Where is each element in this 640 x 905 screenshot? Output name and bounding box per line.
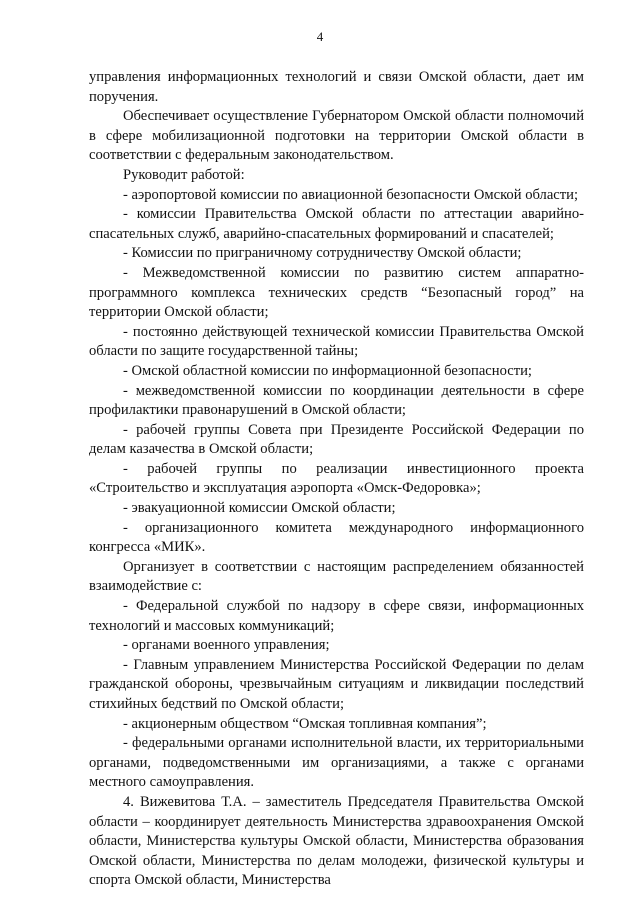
list-item-paragraph: - рабочей группы Совета при Президенте Российской Федерации по делам казачества в Омской области; <box>89 421 584 458</box>
list-item-paragraph: - рабочей группы по реализации инвестиционного проекта «Строительство и эксплуатация аэропорта «Омск-Федоровка»; <box>89 460 584 497</box>
list-item-paragraph: - организационного комитета международного информационного конгресса «МИК». <box>89 519 584 556</box>
list-item-paragraph: - Межведомственной комиссии по развитию систем аппаратно-программного комплекса технических средств “Безопасный город” на территории Омской области; <box>89 264 584 321</box>
list-item-paragraph: - межведомственной комиссии по координации деятельности в сфере профилактики правонарушений в Омской области; <box>89 382 584 419</box>
list-item-paragraph: - Омской областной комиссии по информационной безопасности; <box>123 362 532 379</box>
paragraph: Руководит работой: <box>123 166 245 183</box>
list-item-paragraph: - эвакуационной комиссии Омской области; <box>123 500 396 517</box>
document-body <box>89 68 584 891</box>
list-item-paragraph: - постоянно действующей технической комиссии Правительства Омской области по защите государственной тайны; <box>89 323 584 360</box>
list-item-paragraph: - органами военного управления; <box>123 637 330 654</box>
paragraph: 4. Вижевитова Т.А. – заместитель Председателя Правительства Омской области – координирует деятельность Министерства здравоохранения Омской области, Министерства культуры Омской области, Министерства образования Омской области, Министерства по делам молодежи, физической культуры и спорта Омской области, Министерства <box>89 793 584 889</box>
page-number: 4 <box>316 29 324 44</box>
list-item-paragraph: - комиссии Правительства Омской области по аттестации аварийно-спасательных служб, аварийно-спасательных формирований и спасателей; <box>89 206 584 242</box>
paragraph: Организует в соответствии с настоящим распределением обязанностей взаимодействие с: <box>89 558 584 595</box>
list-item-paragraph: - акционерным обществом “Омская топливная компания”; <box>123 715 487 732</box>
paragraph: Обеспечивает осуществление Губернатором Омской области полномочий в сфере мобилизационной подготовки на территории Омской области в соответствии с федеральным законодательством. <box>89 108 584 164</box>
paragraph: управления информационных технологий и связи Омской области, дает им поручения. <box>89 69 584 105</box>
list-item-paragraph: - федеральными органами исполнительной власти, их территориальными органами, подведомственными им организациями, а также с органами местного самоуправления. <box>89 735 584 791</box>
list-item-paragraph: - Комиссии по приграничному сотрудничеству Омской области; <box>123 245 522 262</box>
list-item-paragraph: - Федеральной службой по надзору в сфере связи, информационных технологий и массовых коммуникаций; <box>89 598 584 634</box>
list-item-paragraph: - Главным управлением Министерства Российской Федерации по делам гражданской обороны, чрезвычайным ситуациям и ликвидации последствий стихийных бедствий по Омской области; <box>89 656 584 712</box>
list-item-paragraph: - аэропортовой комиссии по авиационной безопасности Омской области; <box>123 186 579 203</box>
